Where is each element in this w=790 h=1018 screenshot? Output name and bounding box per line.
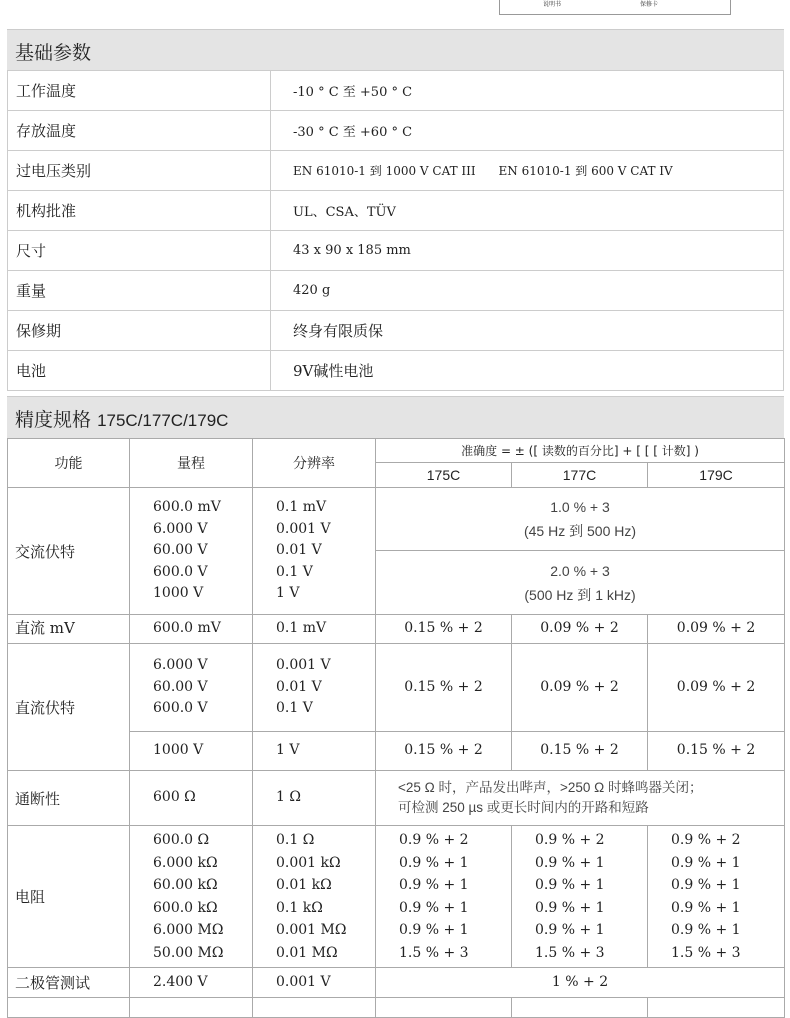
accuracy-179c: 0.9 % + 2 0.9 % + 1 0.9 % + 1 0.9 % + 1 0.9 % + 1 1.5 % + 3 bbox=[648, 826, 785, 968]
resolution-list: 0.1 Ω 0.001 kΩ 0.01 kΩ 0.1 kΩ 0.001 MΩ 0.01 MΩ bbox=[253, 826, 376, 968]
accuracy-177c: 0.9 % + 2 0.9 % + 1 0.9 % + 1 0.9 % + 1 0.9 % + 1 1.5 % + 3 bbox=[512, 826, 648, 968]
accuracy-175c: 0.15 % + 2 bbox=[376, 615, 512, 644]
range-value: 600 Ω bbox=[130, 771, 253, 826]
function-ac-volts: 交流伏特 bbox=[8, 488, 130, 615]
col-header-177c: 177C bbox=[512, 463, 648, 488]
param-value: 终身有限质保 bbox=[271, 311, 784, 351]
function-continuity: 通断性 bbox=[8, 771, 130, 826]
col-header-range: 量程 bbox=[130, 439, 253, 488]
param-value: EN 61010-1 到 1000 V CAT III EN 61010-1 到 600 V CAT IV bbox=[271, 151, 784, 191]
accuracy-spec-title bbox=[15, 405, 228, 432]
accuracy-spec-table bbox=[7, 438, 785, 1018]
accuracy-179c: 0.09 % + 2 bbox=[648, 615, 785, 644]
function-dc-mv: 直流 mV bbox=[8, 615, 130, 644]
col-header-function: 功能 bbox=[8, 439, 130, 488]
param-value: 420 g bbox=[271, 271, 784, 311]
accuracy-179c: 0.09 % + 2 bbox=[648, 644, 785, 732]
table-row bbox=[8, 271, 784, 311]
accuracy-ac-low bbox=[376, 488, 785, 551]
resolution-list: 0.001 V 0.01 V 0.1 V bbox=[253, 644, 376, 732]
resolution-value: 1 V bbox=[253, 732, 376, 771]
param-value: UL、CSA、TÜV bbox=[271, 191, 784, 231]
range-value: 600.0 mV bbox=[130, 615, 253, 644]
accuracy-179c: 0.15 % + 2 bbox=[648, 732, 785, 771]
manual-warranty-image bbox=[499, 0, 731, 15]
param-label: 存放温度 bbox=[8, 111, 271, 151]
table-row bbox=[8, 311, 784, 351]
range-list: 600.0 mV 6.000 V 60.00 V 600.0 V 1000 V bbox=[130, 488, 253, 615]
basic-params-table bbox=[7, 70, 784, 391]
accuracy-spec-header bbox=[7, 396, 784, 439]
empty-cell bbox=[512, 998, 648, 1018]
resolution-list: 0.1 mV 0.001 V 0.01 V 0.1 V 1 V bbox=[253, 488, 376, 615]
empty-cell bbox=[253, 998, 376, 1018]
param-label: 电池 bbox=[8, 351, 271, 391]
frequency-range: (45 Hz 到 500 Hz) bbox=[523, 523, 637, 539]
resolution-value: 0.001 V bbox=[253, 968, 376, 998]
table-row bbox=[8, 615, 785, 644]
table-row bbox=[8, 968, 785, 998]
accuracy-177c: 0.09 % + 2 bbox=[512, 615, 648, 644]
param-value: 9V碱性电池 bbox=[271, 351, 784, 391]
basic-params-title: 基础参数 bbox=[15, 42, 92, 64]
param-label: 保修期 bbox=[8, 311, 271, 351]
empty-cell bbox=[8, 998, 130, 1018]
range-list: 600.0 Ω 6.000 kΩ 60.00 kΩ 600.0 kΩ 6.000 MΩ 50.00 MΩ bbox=[130, 826, 253, 968]
col-header-accuracy: 准确度 = ± ([ 读数的百分比] + [ [ [ 计数] ) bbox=[376, 439, 785, 463]
table-header-row bbox=[8, 439, 785, 463]
accuracy-177c: 0.09 % + 2 bbox=[512, 644, 648, 732]
model-list: 175C/177C/179C bbox=[97, 411, 229, 430]
function-diode-test: 二极管测试 bbox=[8, 968, 130, 998]
range-value: 1000 V bbox=[130, 732, 253, 771]
col-header-179c: 179C bbox=[648, 463, 785, 488]
table-row bbox=[8, 151, 784, 191]
function-dc-volts: 直流伏特 bbox=[8, 644, 130, 771]
accuracy-value: 2.0 % + 3 bbox=[550, 562, 610, 579]
table-row bbox=[8, 351, 784, 391]
accuracy-175c: 0.9 % + 2 0.9 % + 1 0.9 % + 1 0.9 % + 1 0.9 % + 1 1.5 % + 3 bbox=[376, 826, 512, 968]
table-row bbox=[8, 826, 785, 968]
spec-title-text: 精度规格 bbox=[15, 409, 92, 431]
param-value: -10 ° C 至 +50 ° C bbox=[271, 71, 784, 111]
range-value: 2.400 V bbox=[130, 968, 253, 998]
table-row bbox=[8, 111, 784, 151]
resolution-value: 1 Ω bbox=[253, 771, 376, 826]
table-row bbox=[8, 231, 784, 271]
param-label: 重量 bbox=[8, 271, 271, 311]
accuracy-diode: 1 % + 2 bbox=[376, 968, 785, 998]
param-label: 过电压类别 bbox=[8, 151, 271, 191]
range-list: 6.000 V 60.00 V 600.0 V bbox=[130, 644, 253, 732]
table-row bbox=[8, 998, 785, 1018]
param-label: 机构批准 bbox=[8, 191, 271, 231]
resolution-value: 0.1 mV bbox=[253, 615, 376, 644]
col-header-resolution: 分辨率 bbox=[253, 439, 376, 488]
table-row bbox=[8, 488, 785, 551]
frequency-range: (500 Hz 到 1 kHz) bbox=[524, 586, 636, 603]
accuracy-175c: 0.15 % + 2 bbox=[376, 732, 512, 771]
accuracy-177c: 0.15 % + 2 bbox=[512, 732, 648, 771]
accuracy-value: 1.0 % + 3 bbox=[550, 499, 610, 515]
col-header-175c: 175C bbox=[376, 463, 512, 488]
basic-params-header bbox=[7, 29, 784, 70]
function-resistance: 电阻 bbox=[8, 826, 130, 968]
param-value: -30 ° C 至 +60 ° C bbox=[271, 111, 784, 151]
manual-label: 说明书 bbox=[543, 1, 562, 8]
accuracy-175c: 0.15 % + 2 bbox=[376, 644, 512, 732]
empty-cell bbox=[130, 998, 253, 1018]
param-value: 43 x 90 x 185 mm bbox=[271, 231, 784, 271]
table-row bbox=[8, 191, 784, 231]
table-row bbox=[8, 644, 785, 732]
accuracy-ac-high bbox=[376, 551, 785, 615]
param-label: 尺寸 bbox=[8, 231, 271, 271]
param-label: 工作温度 bbox=[8, 71, 271, 111]
empty-cell bbox=[376, 998, 512, 1018]
continuity-description: <25 Ω 时，产品发出哔声，>250 Ω 时蜂鸣器关闭； 可检测 250 µs 或更长时间内的开路和短路 bbox=[376, 771, 785, 826]
empty-cell bbox=[648, 998, 785, 1018]
warranty-label: 保修卡 bbox=[640, 1, 659, 8]
table-row bbox=[8, 771, 785, 826]
table-row bbox=[8, 71, 784, 111]
